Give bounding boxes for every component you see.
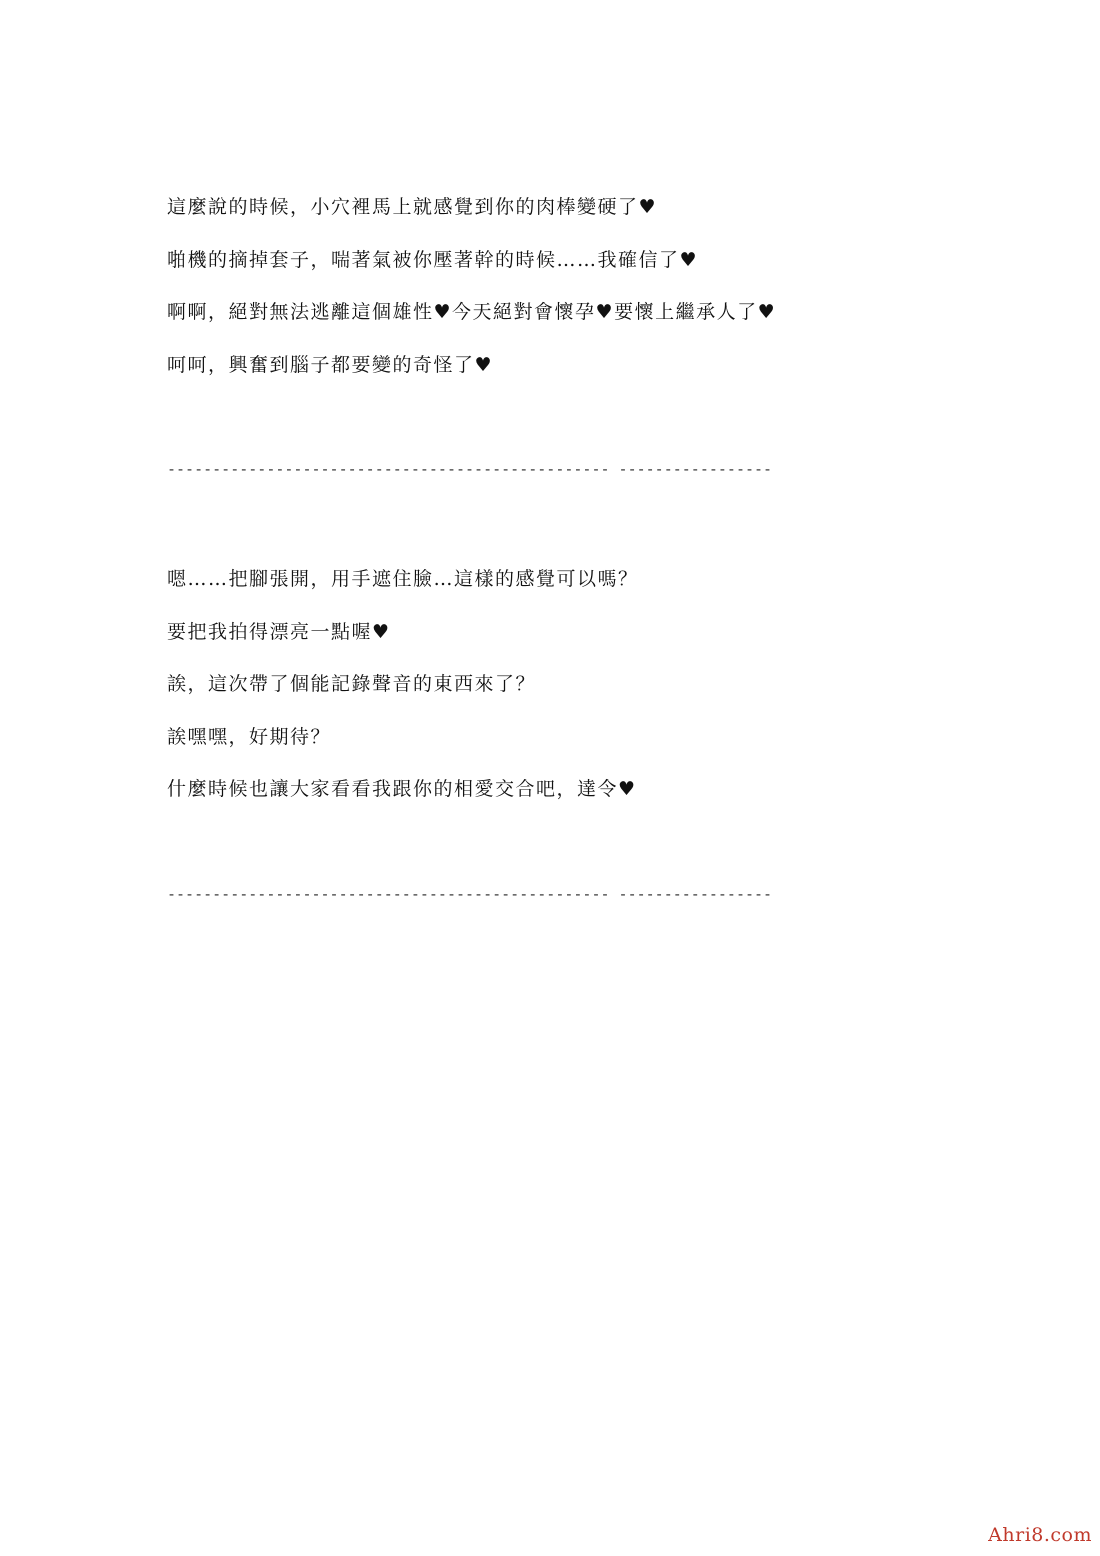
text-line: 啊啊，絕對無法逃離這個雄性♥今天絕對會懷孕♥要懷上繼承人了♥ [167, 301, 777, 323]
section-separator: ------------------------------------------------- ----------------- [167, 885, 773, 903]
watermark-text: Ahri8.com [988, 1524, 1092, 1546]
text-line: 嗯……把腳張開，用手遮住臉…這樣的感覺可以嗎？ [167, 568, 639, 590]
text-line: 啪機的摘掉套子，喘著氣被你壓著幹的時候……我確信了♥ [167, 248, 699, 271]
text-line: 誒，這次帶了個能記錄聲音的東西來了？ [167, 673, 537, 695]
text-section-2 [167, 564, 967, 827]
text-section-1 [167, 192, 967, 402]
text-line: 要把我拍得漂亮一點喔♥ [167, 620, 391, 643]
text-line: 呵呵，興奮到腦子都要變的奇怪了♥ [167, 353, 494, 376]
text-line: 誒嘿嘿，好期待？ [167, 725, 332, 748]
section-separator: ------------------------------------------------- ----------------- [167, 460, 773, 478]
text-line: 什麼時候也讓大家看看我跟你的相愛交合吧，達令♥ [167, 778, 637, 800]
text-line: 這麼說的時候，小穴裡馬上就感覺到你的肉棒變硬了♥ [167, 196, 658, 218]
